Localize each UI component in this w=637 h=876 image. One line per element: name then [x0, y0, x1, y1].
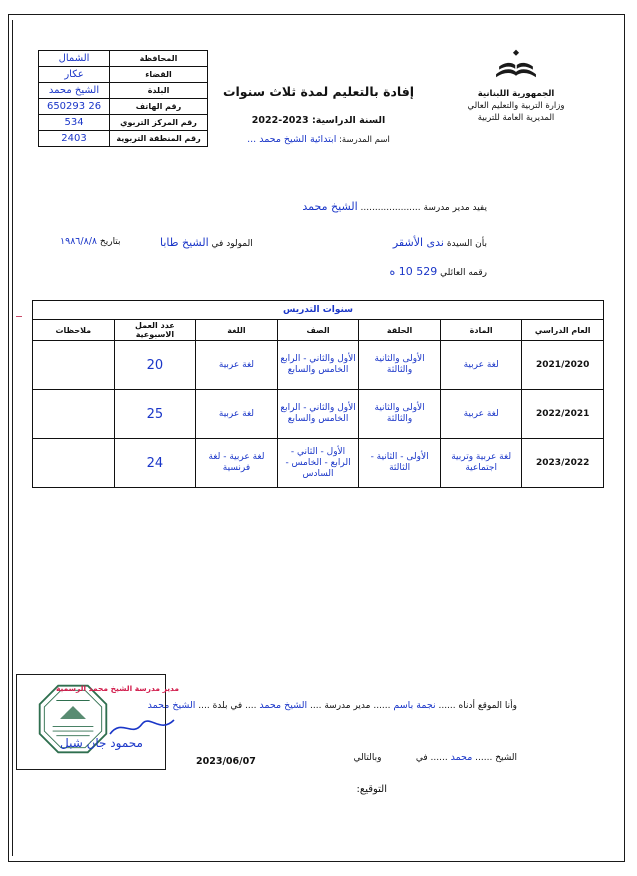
- row-0-subject: لغة عربية: [440, 341, 522, 390]
- statement-3-prefix: رقمه العائلي: [440, 268, 487, 278]
- principal-signature-mark: [108, 712, 178, 745]
- row-1-class: الأول والثاني - الرابع الخامس والسابع: [277, 390, 359, 439]
- info-value-2: الشيخ محمد: [39, 83, 110, 99]
- school-name-label: اسم المدرسة:: [339, 135, 390, 145]
- footer-2-value: محمد: [450, 752, 473, 763]
- header-hours: عدد العمل الاسبوعية: [114, 320, 196, 341]
- school-year-label: السنة الدراسية: 2023-2022: [251, 115, 386, 126]
- row-2-language: لغة عربية - لغة فرنسية: [196, 439, 278, 488]
- row-0-language: لغة عربية: [196, 341, 278, 390]
- row-2-class: الأول - الثاني - الرابع - الخامس - السادس: [277, 439, 359, 488]
- footer-line-1: وأنا الموقع أدناه ...... نجمة باسم ...... مدير مدرسة .... الشيخ محمد .... في بلدة .... الشيخ محمد: [147, 700, 517, 711]
- statement-1-prefix: يفيد مدير مدرسة: [423, 203, 487, 213]
- info-label-3: رقم الهاتف: [110, 99, 208, 115]
- footer-1-town: الشيخ محمد: [147, 700, 196, 711]
- row-0-class: الأول والثاني - الرابع الخامس والسابع: [277, 341, 359, 390]
- statement-1-value: الشيخ محمد: [302, 200, 358, 213]
- letterhead-line-1: الجمهورية اللبنانية: [477, 89, 555, 99]
- header-cycle: الحلقة: [359, 320, 441, 341]
- info-table: [38, 50, 208, 147]
- row-1-language: لغة عربية: [196, 390, 278, 439]
- statement-line-3: [390, 265, 488, 278]
- header-year: العام الدراسي: [522, 320, 604, 341]
- row-2-notes: [33, 439, 115, 488]
- footer-1-school: الشيخ محمد: [259, 700, 308, 711]
- row-1-year: 2022/2021: [522, 390, 604, 439]
- letterhead-line-3: المديرية العامة للتربية: [477, 113, 555, 123]
- open-book-icon: [493, 48, 539, 82]
- header-subject: المادة: [440, 320, 522, 341]
- page-title: إفادة بالتعليم لمدة ثلاث سنوات: [222, 84, 415, 99]
- footer-2-date-prefix: في: [415, 753, 428, 763]
- statement-3-value: 529 10 ه: [389, 265, 438, 278]
- info-value-5: 2403: [39, 131, 110, 147]
- info-label-2: البلدة: [110, 83, 208, 99]
- footer-line-2: الشيخ ...... محمد ...... في وبالتالي: [353, 752, 517, 763]
- info-label-5: رقم المنطقة التربوية: [110, 131, 208, 147]
- stamp-caption: مدير مدرسة الشيخ محمد الرسمية: [55, 684, 180, 693]
- row-2-subject: لغة عربية وتربية اجتماعية: [440, 439, 522, 488]
- table-row: [39, 67, 208, 83]
- row-0-cycle: الأولى والثانية والثالثة: [359, 341, 441, 390]
- info-label-4: رقم المركز التربوي: [110, 115, 208, 131]
- statement-2-value: ندى الأشقر: [392, 236, 444, 249]
- teaching-years-table: [32, 300, 604, 488]
- table-row: [33, 439, 604, 488]
- statement-2-mid: المولود في: [211, 239, 253, 249]
- row-1-subject: لغة عربية: [440, 390, 522, 439]
- letterhead-line-2: وزارة التربية والتعليم العالي: [467, 101, 565, 111]
- footer-1-name: نجمة باسم: [393, 700, 436, 711]
- statement-line-1: يفيد مدير مدرسة ..................... الشيخ محمد: [302, 200, 487, 213]
- statement-line-2: [393, 236, 487, 249]
- row-2-cycle: الأولى - الثانية - الثالثة: [359, 439, 441, 488]
- table-caption-row: [33, 301, 604, 320]
- info-value-1: عكار: [39, 67, 110, 83]
- header-language: اللغة: [196, 320, 278, 341]
- row-2-year: 2023/2022: [522, 439, 604, 488]
- table-row: [39, 51, 208, 67]
- margin-tick: [16, 316, 22, 317]
- info-value-3: 26 650293: [39, 99, 110, 115]
- row-0-hours: 20: [114, 341, 196, 390]
- table-row: [33, 341, 604, 390]
- footer-1-mid: مدير مدرسة: [324, 701, 371, 711]
- header-notes: ملاحظات: [33, 320, 115, 341]
- header-class: الصف: [277, 320, 359, 341]
- footer-1-end: في بلدة: [212, 701, 243, 711]
- info-label-1: القضاء: [110, 67, 208, 83]
- signature-label: التوقيع:: [356, 784, 387, 795]
- row-0-notes: [33, 341, 115, 390]
- school-name-value: ابتدائية الشيخ محمد ...: [247, 134, 337, 145]
- table-row: [39, 115, 208, 131]
- info-label-0: المحافظة: [110, 51, 208, 67]
- footer-1-prefix: وأنا الموقع أدناه: [458, 701, 517, 711]
- row-1-cycle: الأولى والثانية والثالثة: [359, 390, 441, 439]
- info-value-0: الشمال: [39, 51, 110, 67]
- row-0-year: 2021/2020: [522, 341, 604, 390]
- statement-line-2c: [60, 236, 121, 247]
- footer-2-suffix: وبالتالي: [353, 753, 382, 763]
- stamp-signature: محمود جان شبل: [60, 736, 143, 750]
- statement-2-prefix: بأن السيدة: [446, 239, 487, 249]
- statement-2-date: ١٩٨٦/٨/٨: [60, 236, 98, 247]
- statement-line-2b: [160, 236, 253, 249]
- row-2-hours: 24: [114, 439, 196, 488]
- statement-2-place: الشيخ طابا: [160, 236, 209, 249]
- table-row: [39, 83, 208, 99]
- table-caption: سنوات التدريس: [33, 301, 604, 320]
- table-row: [39, 99, 208, 115]
- row-1-hours: 25: [114, 390, 196, 439]
- info-value-4: 534: [39, 115, 110, 131]
- table-row: [33, 390, 604, 439]
- table-header-row: [33, 320, 604, 341]
- table-row: [39, 131, 208, 147]
- statement-2-date-prefix: بتاريخ: [99, 237, 121, 247]
- row-1-notes: [33, 390, 115, 439]
- footer-date-value: 2023/06/07: [196, 756, 256, 767]
- footer-2-prefix: الشيخ: [495, 753, 517, 763]
